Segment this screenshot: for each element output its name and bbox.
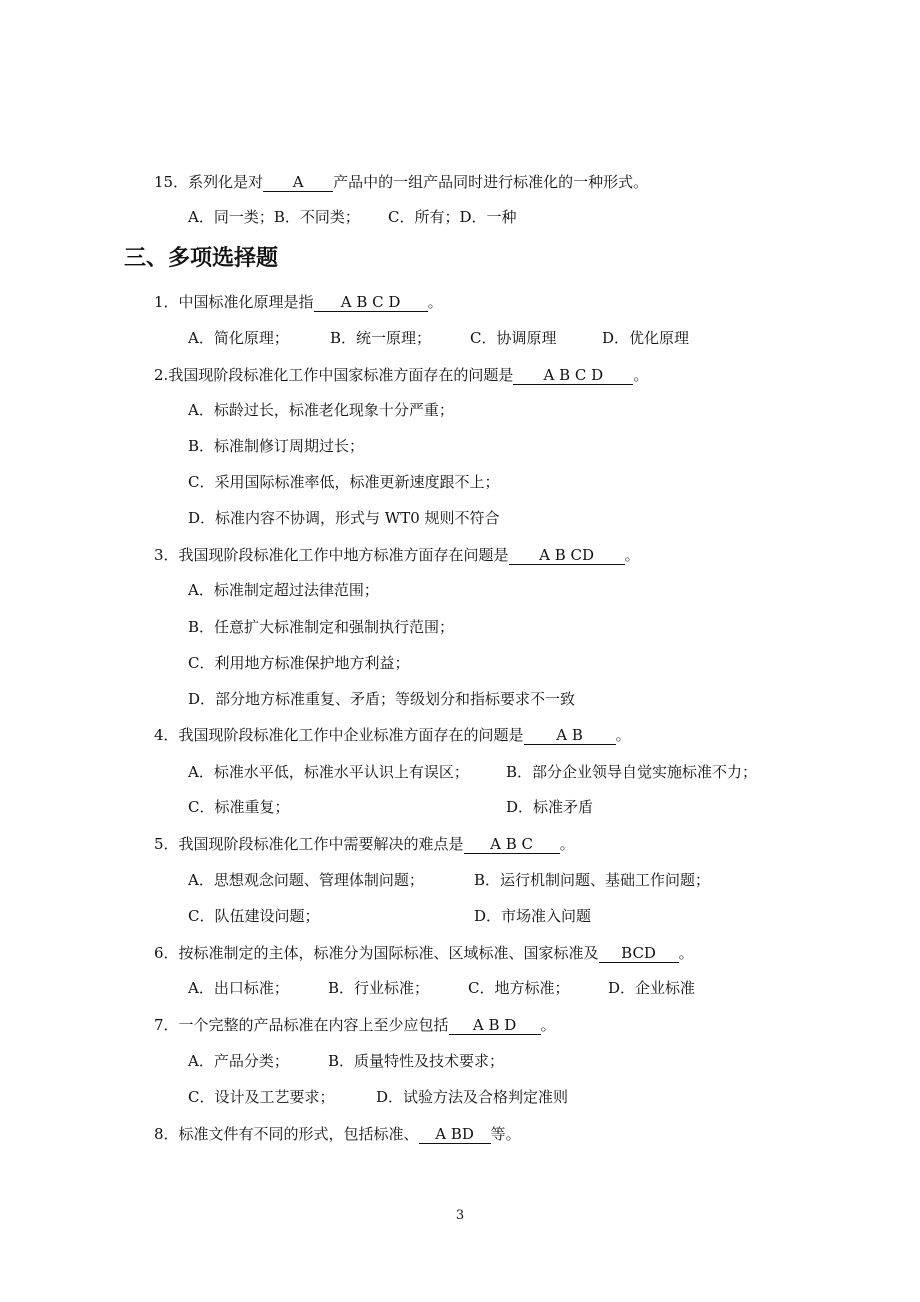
question-4 [154, 725, 631, 745]
answer-blank: A B CD [509, 546, 625, 565]
option: B．部分企业领导自觉实施标准不力； [506, 763, 758, 781]
question-stem-pre: 我国现阶段标准化工作中企业标准方面存在的问题是 [178, 726, 524, 744]
question-number: 15． [154, 173, 189, 191]
option: D．优化原理 [602, 329, 690, 347]
question-stem-pre: 系列化是对 [188, 173, 264, 191]
option: A．标准水平低，标准水平认识上有误区； [188, 763, 469, 781]
question-stem-pre: 标准文件有不同的形式，包括标准、 [178, 1125, 419, 1143]
question-15 [154, 172, 648, 192]
option: A．出口标准； [188, 979, 289, 997]
option: C．标准重复； [188, 798, 290, 816]
answer-blank: A B D [449, 1016, 541, 1035]
question-stem-pre: 一个完整的产品标准在内容上至少应包括 [178, 1016, 449, 1034]
answer-blank: A B C [464, 835, 560, 854]
question-4-options-row-2 [188, 797, 593, 817]
question-stem-post: 等。 [490, 1125, 521, 1143]
section-heading: 三、多项选择题 [124, 246, 279, 271]
question-6 [154, 943, 694, 963]
option: A．简化原理； [188, 329, 289, 347]
option: A．标准制定超过法律范围； [188, 581, 379, 599]
answer-blank: A B C D [314, 293, 428, 312]
option: D．标准内容不协调，形式与 WT0 规则不符合 [188, 509, 500, 527]
option: C．地方标准； [468, 979, 570, 997]
question-4-options-row-1 [188, 762, 757, 782]
option: C．所有；D．一种 [388, 208, 517, 226]
question-stem-post: 产品中的一组产品同时进行标准化的一种形式。 [333, 173, 649, 191]
option: B．任意扩大标准制定和强制执行范围； [188, 618, 455, 636]
option: D．部分地方标准重复、矛盾；等级划分和指标要求不一致 [188, 690, 576, 708]
question-3 [154, 545, 640, 565]
option: A．思想观念问题、管理体制问题； [188, 871, 424, 889]
option: C．协调原理 [470, 329, 557, 347]
option: B．统一原理； [330, 329, 432, 347]
question-stem-pre: 我国现阶段标准化工作中地方标准方面存在问题是 [178, 546, 509, 564]
question-number: 3． [154, 546, 179, 564]
question-1 [154, 292, 443, 312]
option: D．市场准入问题 [474, 907, 592, 925]
question-stem-pre: 我国现阶段标准化工作中国家标准方面存在的问题是 [168, 366, 514, 384]
question-stem-pre: 我国现阶段标准化工作中需要解决的难点是 [178, 835, 464, 853]
question-number: 8． [154, 1125, 179, 1143]
question-6-options [188, 978, 695, 998]
question-stem-post: 。 [540, 1016, 556, 1034]
question-5-options-row-2 [188, 906, 591, 926]
option: C．采用国际标准率低，标准更新速度跟不上； [188, 473, 500, 491]
question-stem-pre: 按标准制定的主体，标准分为国际标准、区域标准、国家标准及 [178, 944, 599, 962]
question-number: 6． [154, 944, 179, 962]
answer-blank: BCD [599, 944, 679, 963]
question-stem-pre: 中国标准化原理是指 [178, 293, 314, 311]
question-7-options-row-1 [188, 1051, 504, 1071]
question-7 [154, 1015, 556, 1035]
option: B．行业标准； [328, 979, 430, 997]
question-stem-post: 。 [615, 726, 631, 744]
answer-blank: A B C D [513, 366, 633, 385]
option: B．运行机制问题、基础工作问题； [474, 871, 711, 889]
option: B．标准制修订周期过长； [188, 437, 365, 455]
question-2 [154, 365, 648, 385]
question-8 [154, 1124, 521, 1144]
answer-blank: A B [524, 726, 616, 745]
question-number: 7． [154, 1016, 179, 1034]
question-stem-post: 。 [624, 546, 640, 564]
option: D．标准矛盾 [506, 798, 594, 816]
question-7-options-row-2 [188, 1087, 568, 1107]
question-stem-post: 。 [633, 366, 649, 384]
page-number: 3 [455, 1208, 465, 1223]
option: B．质量特性及技术要求； [328, 1052, 505, 1070]
option: D．试验方法及合格判定准则 [376, 1088, 569, 1106]
question-1-options [188, 328, 689, 348]
question-number: 1． [154, 293, 179, 311]
question-15-options [188, 207, 517, 227]
option: C．设计及工艺要求； [188, 1088, 335, 1106]
option: A．标龄过长，标准老化现象十分严重； [188, 401, 454, 419]
question-5-options-row-1 [188, 870, 710, 890]
option: A．同一类；B．不同类； [188, 208, 360, 226]
question-stem-post: 。 [559, 835, 575, 853]
question-stem-post: 。 [678, 944, 694, 962]
question-stem-post: 。 [427, 293, 443, 311]
option: D．企业标准 [608, 979, 696, 997]
question-number: 5． [154, 835, 179, 853]
answer-blank: A BD [419, 1125, 491, 1144]
question-5 [154, 834, 575, 854]
option: C．利用地方标准保护地方利益； [188, 654, 410, 672]
option: A．产品分类； [188, 1052, 289, 1070]
question-number: 4． [154, 726, 179, 744]
answer-blank: A [263, 173, 333, 192]
option: C．队伍建设问题； [188, 907, 320, 925]
question-number: 2. [154, 366, 169, 384]
